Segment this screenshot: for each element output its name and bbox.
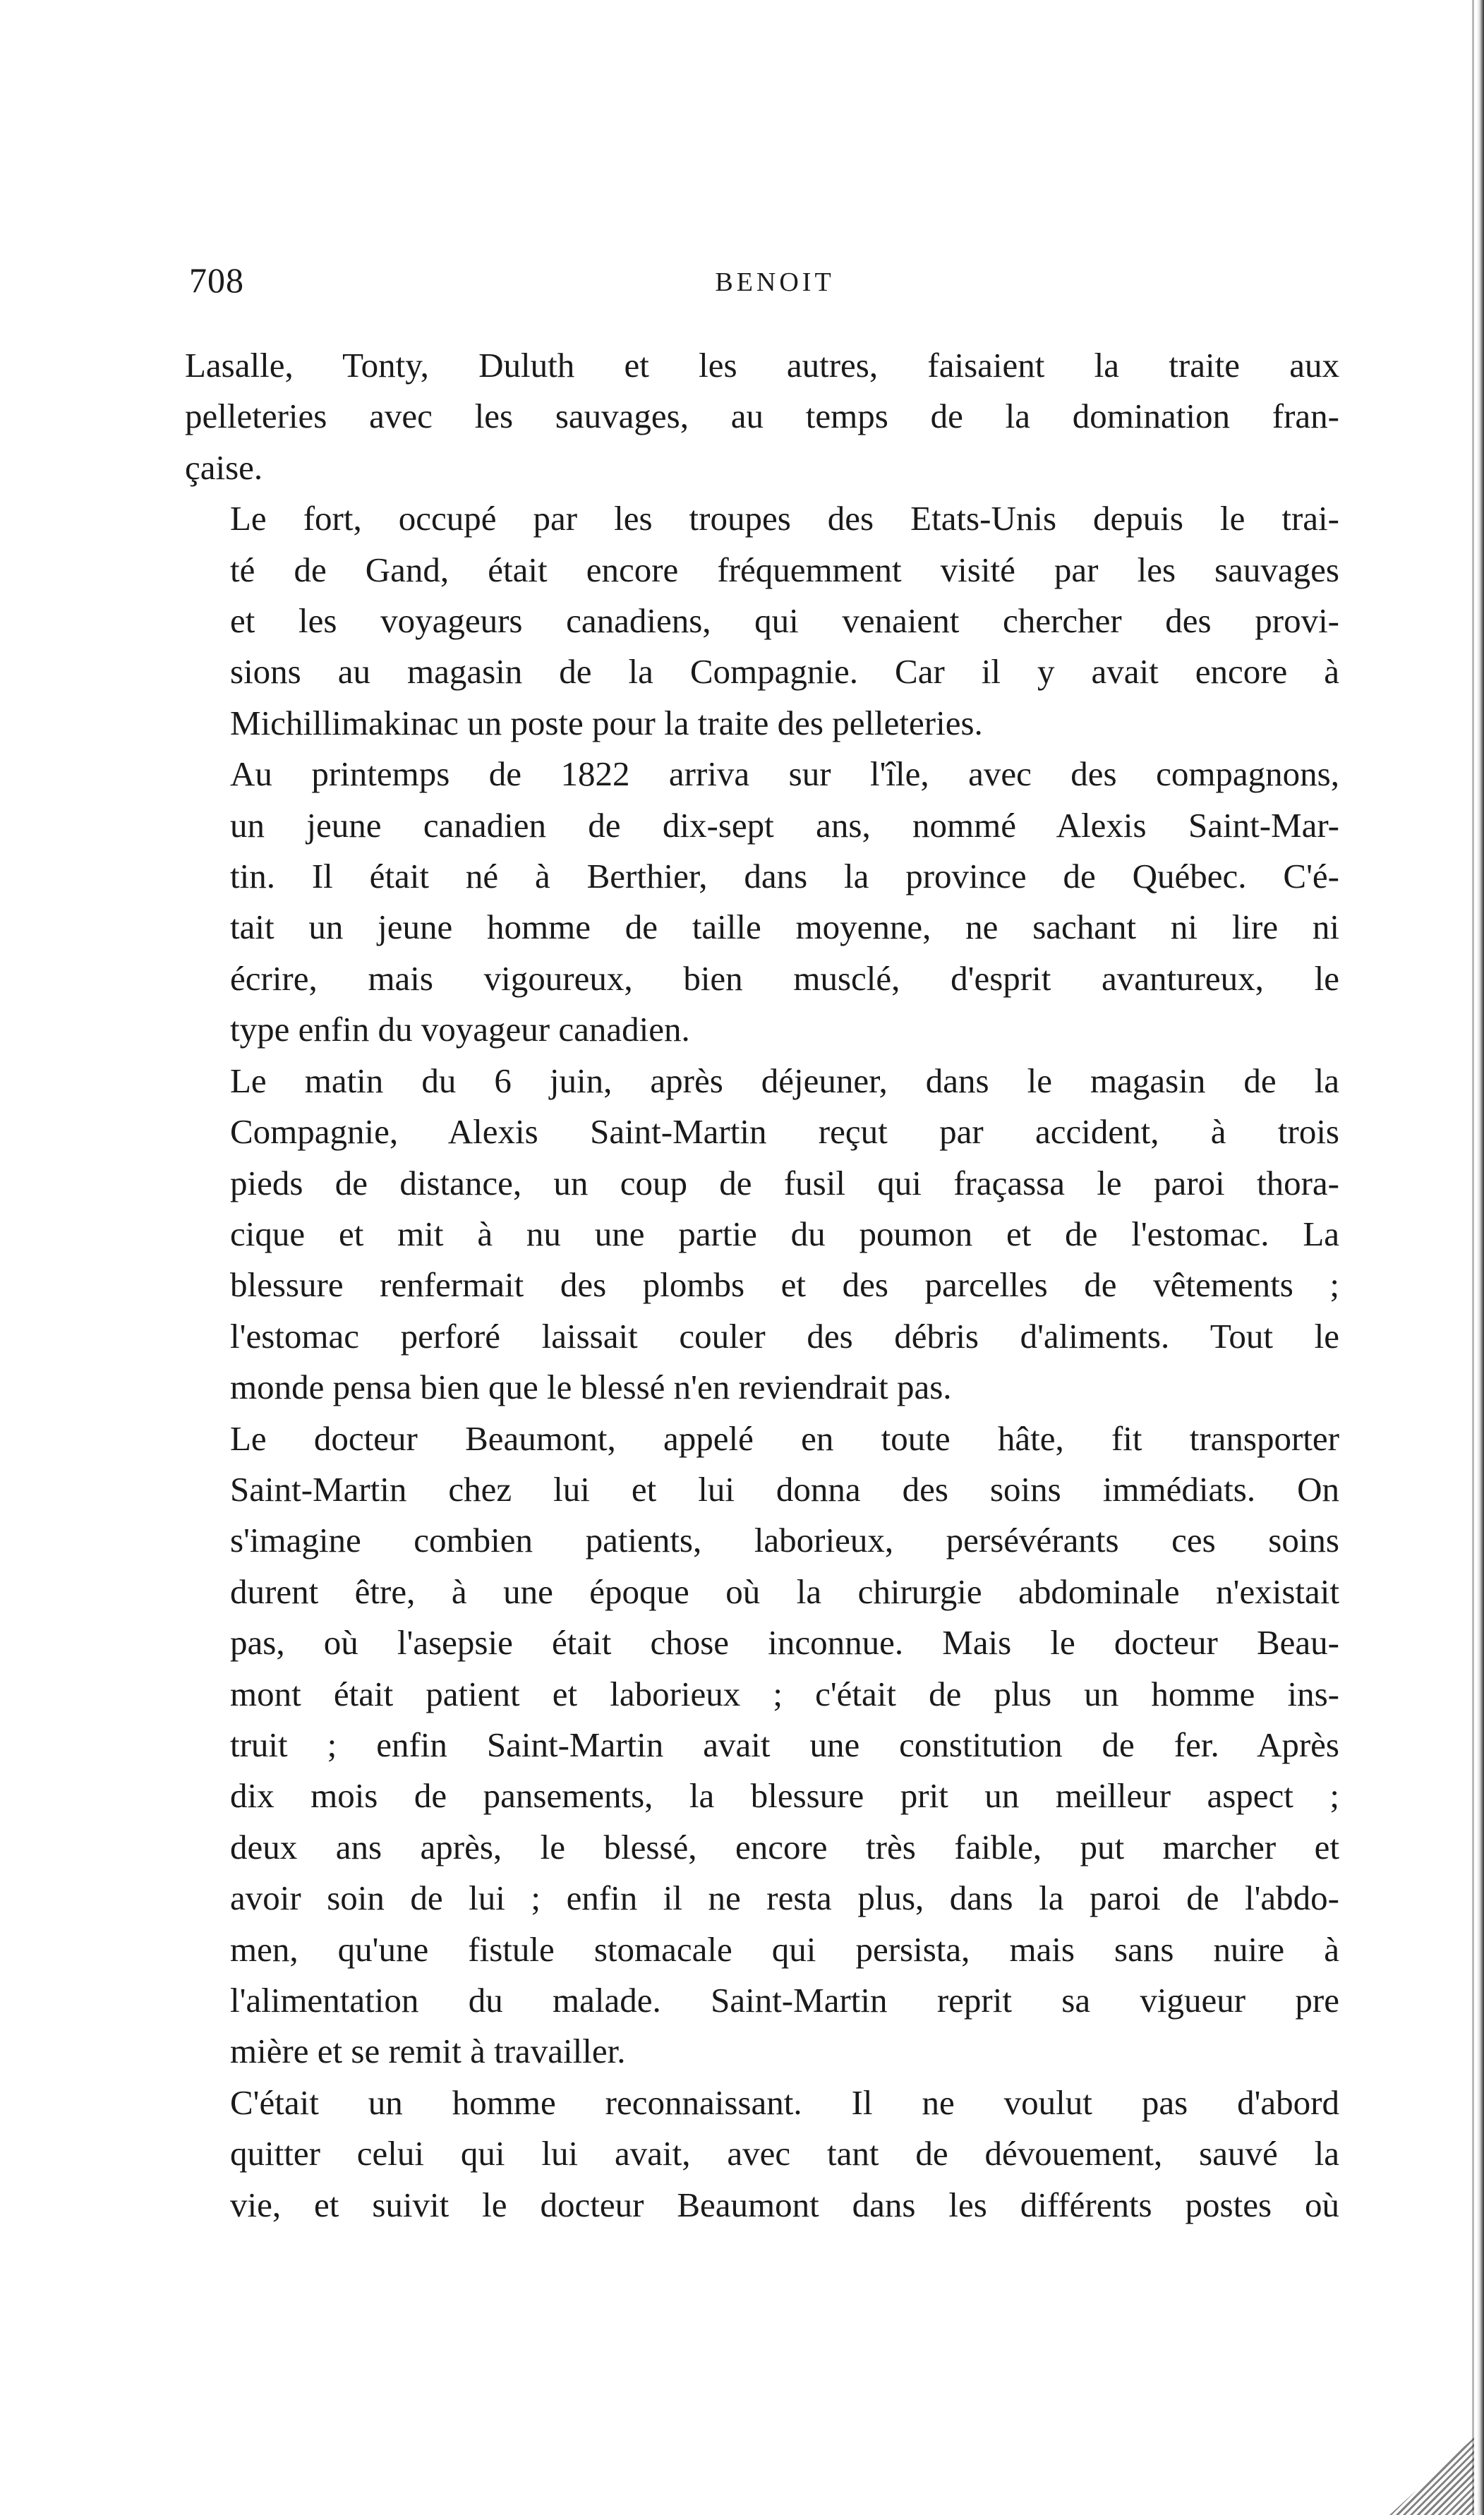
text-line: pelleteries avec les sauvages, au temps de la domination fran-: [185, 397, 1339, 436]
text-line: men, qu'une fistule stomacale qui persista, mais sans nuire à: [230, 1929, 1339, 1969]
paragraph: [185, 2077, 1339, 2231]
text-line: deux ans après, le blessé, encore très faible, put marcher et: [230, 1827, 1339, 1866]
text-line: pas, où l'asepsie était chose inconnue. Mais le docteur Beau-: [230, 1623, 1339, 1663]
text-line: dix mois de pansements, la blessure prit un meilleur aspect ;: [230, 1776, 1339, 1816]
text-line: l'estomac perforé laissait couler des débris d'aliments. Tout le: [230, 1316, 1339, 1356]
text-line: Michillimakinac un poste pour la traite des pelleteries.: [230, 703, 983, 742]
text-line: un jeune canadien de dix-sept ans, nommé Alexis Saint-Mar-: [230, 805, 1339, 845]
text-line: Compagnie, Alexis Saint-Martin reçut par accident, à trois: [230, 1112, 1339, 1152]
text-line: té de Gand, était encore fréquemment visité par les sauvages: [230, 550, 1339, 589]
text-line: C'était un homme reconnaissant. Il ne voulut pas d'abord: [230, 2082, 1339, 2122]
text-line: type enfin du voyageur canadien.: [230, 1010, 690, 1049]
text-line: avoir soin de lui ; enfin il ne resta plus, dans la paroi de l'abdo-: [230, 1878, 1339, 1918]
text-line: tait un jeune homme de taille moyenne, ne sachant ni lire ni: [230, 907, 1339, 947]
paragraph: [185, 1413, 1339, 2077]
text-line: mière et se remit à travailler.: [230, 2032, 626, 2071]
page-header: [189, 254, 1339, 310]
text-line: çaise.: [185, 447, 263, 487]
text-line: Le fort, occupé par les troupes des Etats-Unis depuis le trai-: [230, 499, 1339, 538]
text-line: mont était patient et laborieux ; c'était de plus un homme ins-: [230, 1674, 1339, 1713]
running-head: BENOIT: [715, 267, 835, 297]
text-line: sions au magasin de la Compagnie. Car il y avait encore à: [230, 652, 1339, 692]
scan-corner-artifact: [1389, 2437, 1474, 2515]
text-line: Le matin du 6 juin, après déjeuner, dans le magasin de la: [230, 1061, 1339, 1100]
text-line: s'imagine combien patients, laborieux, persévérants ces soins: [230, 1521, 1339, 1560]
page-number: 708: [189, 260, 244, 300]
text-line: cique et mit à nu une partie du poumon et de l'estomac. La: [230, 1214, 1339, 1253]
text-line: blessure renfermait des plombs et des parcelles de vêtements ;: [230, 1265, 1339, 1305]
text-line: pieds de distance, un coup de fusil qui fraçassa le paroi thora-: [230, 1163, 1339, 1202]
text-line: Saint-Martin chez lui et lui donna des soins immédiats. On: [230, 1469, 1339, 1509]
text-line: et les voyageurs canadiens, qui venaient chercher des provi-: [230, 601, 1339, 641]
body-text: [185, 340, 1339, 2231]
paragraph: [185, 340, 1339, 493]
text-line: vie, et suivit le docteur Beaumont dans les différents postes où: [230, 2185, 1339, 2224]
text-line: tin. Il était né à Berthier, dans la province de Québec. C'é-: [230, 857, 1339, 896]
text-line: truit ; enfin Saint-Martin avait une constitution de fer. Après: [230, 1725, 1339, 1764]
text-line: monde pensa bien que le blessé n'en reviendrait pas.: [230, 1368, 952, 1407]
paragraph: [185, 749, 1339, 1055]
paragraph: [185, 1056, 1339, 1413]
text-line: quitter celui qui lui avait, avec tant de dévouement, sauvé la: [230, 2134, 1339, 2173]
text-line: Lasalle, Tonty, Duluth et les autres, faisaient la traite aux: [185, 346, 1339, 385]
scan-edge-shadow: [1472, 0, 1474, 2515]
text-line: l'alimentation du malade. Saint-Martin reprit sa vigueur pre: [230, 1981, 1339, 2020]
text-line: écrire, mais vigoureux, bien musclé, d'esprit avantureux, le: [230, 958, 1339, 998]
text-line: durent être, à une époque où la chirurgie abdominale n'existait: [230, 1572, 1339, 1611]
text-line: Au printemps de 1822 arriva sur l'île, avec des compagnons,: [230, 754, 1339, 794]
text-line: Le docteur Beaumont, appelé en toute hâte, fit transporter: [230, 1418, 1339, 1458]
paragraph: [185, 493, 1339, 749]
scan-edge: [1477, 0, 1484, 2515]
